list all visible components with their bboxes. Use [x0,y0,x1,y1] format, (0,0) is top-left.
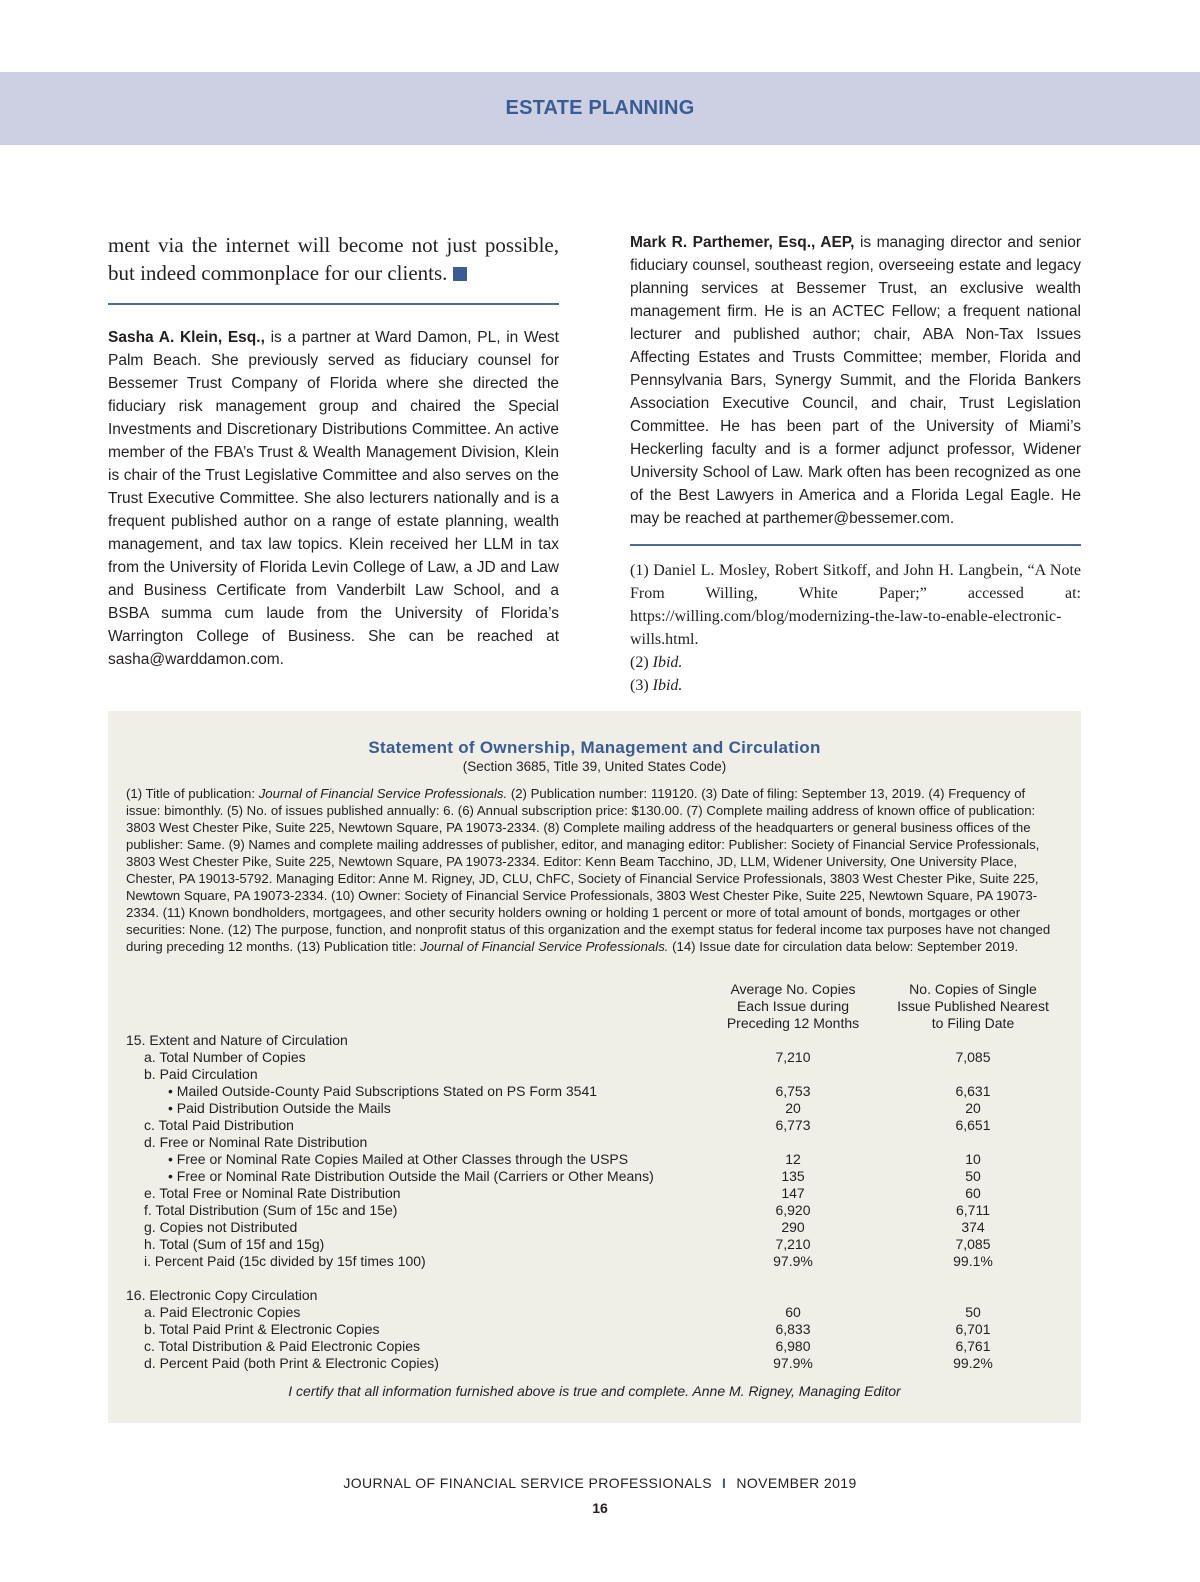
statement-body [126,785,1061,955]
row-label: d. Free or Nominal Rate Distribution [144,1134,368,1150]
table-row [108,1049,1081,1066]
certification-statement: I certify that all information furnished above is true and complete. Anne M. Rigney, Managing Editor [288,1383,901,1399]
divider [630,544,1081,546]
row-value-single-issue: 6,761 [955,1338,991,1354]
table-row [108,1185,1081,1202]
section-title: ESTATE PLANNING [505,97,695,119]
page-number: 16 [592,1500,608,1516]
footnote-2 [630,651,1081,674]
footer-separator: I [722,1475,727,1491]
row-label: c. Total Paid Distribution [144,1117,294,1133]
author-name: Mark R. Parthemer, Esq., AEP, [630,234,855,251]
row-value-average: 97.9% [773,1355,813,1371]
journal-title: Journal of Financial Service Professionals. [258,786,508,801]
row-value-average: 12 [785,1151,801,1167]
end-mark-icon [453,267,467,281]
statement-text: (14) Issue date for circulation data below: September 2019. [668,939,1019,954]
row-label: 15. Extent and Nature of Circulation [126,1032,348,1048]
row-label: • Free or Nominal Rate Distribution Outside the Mail (Carriers or Other Means) [168,1168,654,1184]
table-row [108,1066,1081,1083]
table-row [108,1168,1081,1185]
table-row [108,1100,1081,1117]
row-value-average: 20 [785,1100,801,1116]
row-value-average: 7,210 [775,1049,811,1065]
footnote-number: (2) [630,654,653,671]
footnote-ibid: Ibid. [652,654,683,671]
table-row [108,1202,1081,1219]
table-row [108,1338,1081,1355]
footer-journal: JOURNAL OF FINANCIAL SERVICE PROFESSIONALS [343,1475,713,1491]
row-value-average: 7,210 [775,1236,811,1252]
row-label: i. Percent Paid (15c divided by 15f times 100) [144,1253,426,1269]
row-value-average: 6,753 [775,1083,811,1099]
row-value-average: 6,980 [775,1338,811,1354]
table-row [108,1134,1081,1151]
footnotes [630,559,1081,697]
row-label: h. Total (Sum of 15f and 15g) [144,1236,325,1252]
statement-of-ownership-box [108,711,1081,1423]
row-value-single-issue: 99.2% [953,1355,993,1371]
table-row [108,1032,1081,1049]
row-label: • Free or Nominal Rate Copies Mailed at Other Classes through the USPS [168,1151,629,1167]
row-value-single-issue: 60 [965,1185,981,1201]
row-label: g. Copies not Distributed [144,1219,298,1235]
row-value-single-issue: 99.1% [953,1253,993,1269]
row-value-average: 6,833 [775,1321,811,1337]
row-value-single-issue: 7,085 [955,1236,991,1252]
table-row [108,1117,1081,1134]
row-label: f. Total Distribution (Sum of 15c and 15e) [144,1202,398,1218]
author-bio-text: is a partner at Ward Damon, PL, in West Palm Beach. She previously served as fiduciary counsel for Bessemer Trust Company of Florida where she directed the fiduciary risk management group and chaired the Special Investments and Discretionary Distributions Committee. An active member of the FBA’s Trust & Wealth Management Division, Klein is chair of the Trust Legislative Committee and also serves on the Trust Executive Committee. She also lecturers nationally and is a frequent published author on a range of estate planning, wealth management, and tax law topics. Klein received her LLM in tax from the University of Florida Levin College of Law, a JD and Law and Business Certificate from Vanderbilt Law School, and a BSBA summa cum laude from the University of Florida’s Warrington College of Business. She can be reached at sasha@warddamon.com. [108,329,559,668]
row-value-average: 135 [781,1168,805,1184]
row-label: a. Total Number of Copies [144,1049,306,1065]
row-value-single-issue: 6,651 [955,1117,991,1133]
column-header-single-issue: No. Copies of Single Issue Published Nearest to Filing Date [897,981,1049,1031]
divider [108,303,559,305]
table-row [108,1304,1081,1321]
row-value-single-issue: 7,085 [955,1049,991,1065]
table-row [108,1253,1081,1270]
table-row [108,1321,1081,1338]
row-value-average: 6,920 [775,1202,811,1218]
row-label: e. Total Free or Nominal Rate Distribution [144,1185,401,1201]
row-label: d. Percent Paid (both Print & Electronic Copies) [144,1355,439,1371]
author-name: Sasha A. Klein, Esq., [108,329,265,346]
row-label: 16. Electronic Copy Circulation [126,1287,318,1303]
author-bio-klein [108,326,559,671]
footnote-1: (1) Daniel L. Mosley, Robert Sitkoff, and John H. Langbein, “A Note From Willing, White Paper;” accessed at: https://willing.com/blog/modernizing-the-law-to-enable-electronic-wills.html. [630,562,1081,648]
column-header-average: Average No. Copies Each Issue during Preceding 12 Months [726,981,860,1031]
row-label: a. Paid Electronic Copies [144,1304,301,1320]
author-bio-text: is managing director and senior fiduciary counsel, southeast region, overseeing estate and legacy planning services at Bessemer Trust, an exclusive wealth management firm. He is an ACTEC Fellow; a frequent national lecturer and published author; chair, ABA Non-Tax Issues Affecting Estates and Trusts Committee; member, Florida and Pennsylvania Bars, Synergy Summit, and the Florida Bankers Association Executive Council, and chair, Trust Legislation Committee. He has been part of the University of Miami’s Heckerling faculty and is a former adjunct professor, Widener University School of Law. Mark often has been recognized as one of the Best Lawyers in America and a Florida Legal Eagle. He may be reached at parthemer@bessemer.com. [630,234,1081,527]
row-value-average: 60 [785,1304,801,1320]
row-value-single-issue: 6,701 [955,1321,991,1337]
statement-text: (1) Title of publication: [126,786,259,801]
row-value-single-issue: 10 [965,1151,981,1167]
author-bio-parthemer [630,231,1081,530]
row-value-single-issue: 374 [961,1219,985,1235]
footnote-3 [630,674,1081,697]
row-value-average: 290 [781,1219,805,1235]
statement-subtitle: (Section 3685, Title 39, United States Code) [462,759,727,774]
row-label: b. Paid Circulation [144,1066,258,1082]
statement-text: (2) Publication number: 119120. (3) Date of filing: September 13, 2019. (4) Frequency of issue: bimonthly. (5) No. of issues published annually: 6. (6) Annual subscription price: $130.00. (7) Complete mailing address of known office of publication: 3803 West Chester Pike, Suite 225, Newtown Square, PA 19073-2334. (8) Complete mailing address of the headquarters or general business offices of the publisher: Same. (9) Names and complete mailing addresses of publisher, editor, and managing editor: Publisher: Society of Financial Service Professionals, 3803 West Chester Pike, Suite 225, Newtown Square, PA 19073-2334. Editor: Kenn Beam Tacchino, JD, LLM, Widener University, One University Place, Chester, PA 19013-5792. Managing Editor: Anne M. Rigney, JD, CLU, ChFC, Society of Financial Service Professionals, 3803 West Chester Pike, Suite 225, Newtown Square, PA 19073-2334. (10) Owner: Society of Financial Service Professionals, 3803 West Chester Pike, Suite 225, Newtown Square, PA 19073-2334. (11) Known bondholders, mortgagees, and other security holders owning or holding 1 percent or more of total amount of bonds, mortgages or other securities: None. (12) The purpose, function, and nonprofit status of this organization and the exempt status for federal income tax purposes have not changed during preceding 12 months. (13) Publication title: [126,786,1051,954]
footnote-number: (3) [630,677,653,694]
footnote-ibid: Ibid. [652,677,683,694]
journal-title: Journal of Financial Service Professionals. [419,939,669,954]
row-value-single-issue: 50 [965,1168,981,1184]
row-label: • Paid Distribution Outside the Mails [168,1100,391,1116]
row-value-single-issue: 50 [965,1304,981,1320]
row-label: b. Total Paid Print & Electronic Copies [144,1321,380,1337]
table-row [108,1287,1081,1304]
table-row [108,1219,1081,1236]
footer-date: NOVEMBER 2019 [736,1475,857,1491]
table-row [108,1083,1081,1100]
statement-title: Statement of Ownership, Management and Circulation [368,738,821,757]
table-row [108,1355,1081,1372]
table-row [108,1236,1081,1253]
row-label: c. Total Distribution & Paid Electronic Copies [144,1338,420,1354]
row-label: • Mailed Outside-County Paid Subscriptions Stated on PS Form 3541 [168,1083,598,1099]
row-value-single-issue: 20 [965,1100,981,1116]
row-value-average: 97.9% [773,1253,813,1269]
row-value-average: 147 [781,1185,805,1201]
left-column [108,227,559,671]
row-value-average: 6,773 [775,1117,811,1133]
article-ending [108,231,559,287]
page-footer [0,1475,1200,1491]
row-value-single-issue: 6,711 [956,1202,990,1218]
table-row [108,1151,1081,1168]
article-ending-text: ment via the internet will become not just possible, but indeed commonplace for our clients. [108,233,559,285]
right-column [630,227,1081,697]
row-value-single-issue: 6,631 [955,1083,991,1099]
